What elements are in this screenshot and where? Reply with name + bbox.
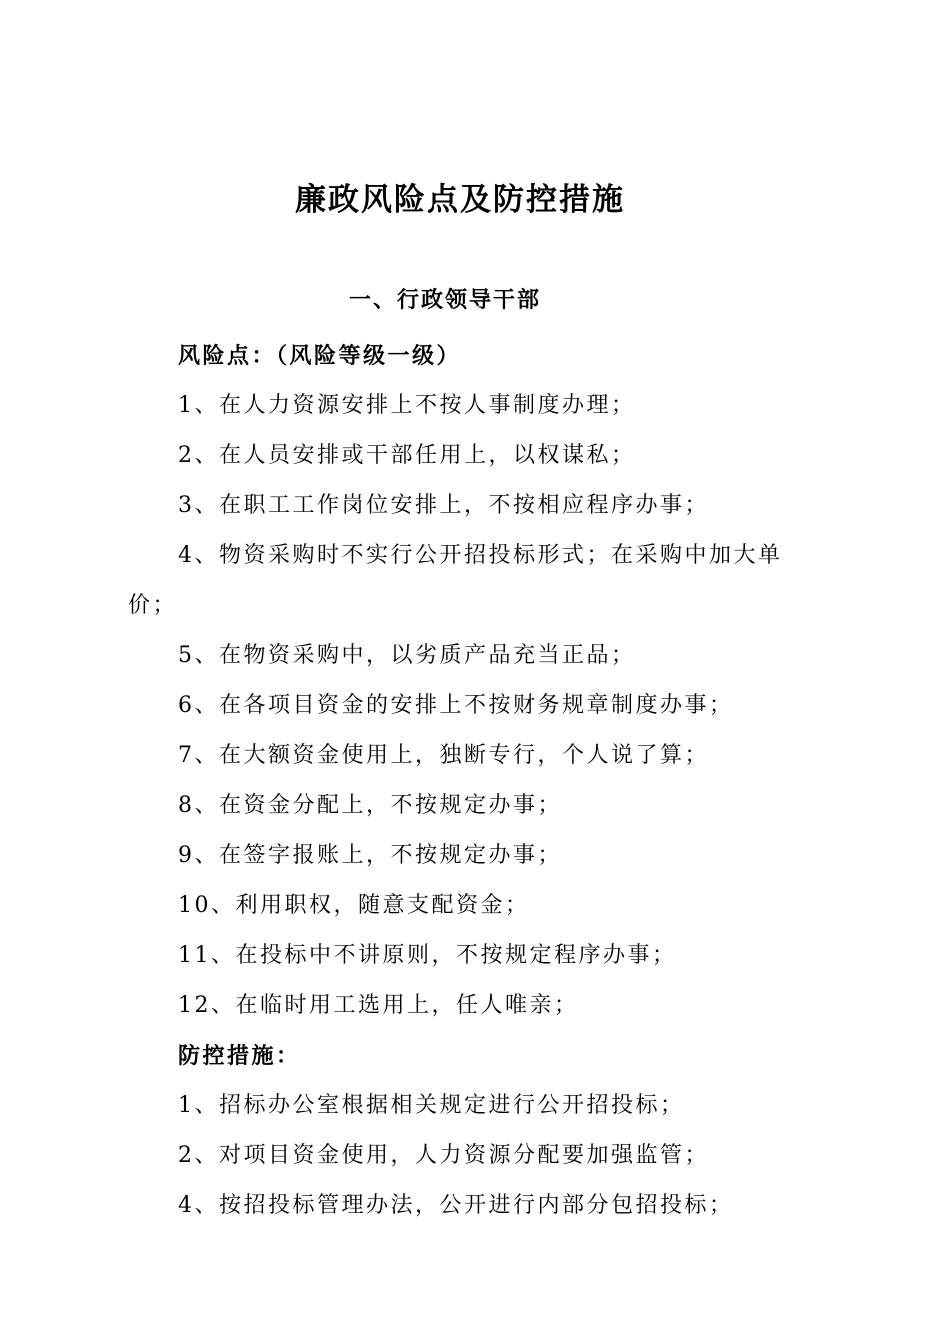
measure-item: 2、对项目资金使用，人力资源分配要加强监管； (178, 1143, 709, 1168)
risk-item: 2、在人员安排或干部任用上，以权谋私； (178, 443, 636, 468)
measure-item: 1、招标办公室根据相关规定进行公开招投标； (178, 1093, 685, 1118)
document-body (128, 331, 828, 1231)
risk-item: 3、在职工工作岗位安排上，不按相应程序办事； (178, 493, 709, 518)
risk-item: 6、在各项目资金的安排上不按财务规章制度办事； (178, 693, 734, 718)
risk-item: 1、在人力资源安排上不按人事制度办理； (178, 393, 636, 418)
risk-item: 8、在资金分配上，不按规定办事； (178, 793, 562, 818)
risk-item: 9、在签字报账上，不按规定办事； (178, 843, 562, 868)
risk-item: 10、利用职权，随意支配资金； (178, 893, 530, 918)
risk-heading: 风险点：（风险等级一级） (178, 343, 462, 369)
document-title: 廉政风险点及防控措施 (295, 182, 625, 218)
risk-item: 11、在投标中不讲原则，不按规定程序办事； (178, 943, 677, 968)
measures-heading: 防控措施： (178, 1043, 301, 1069)
risk-item: 4、物资采购时不实行公开招投标形式；在采购中加大单价； (128, 543, 783, 618)
measure-item: 4、按招投标管理办法，公开进行内部分包招投标； (178, 1193, 734, 1218)
risk-item: 7、在大额资金使用上，独断专行，个人说了算； (178, 743, 709, 768)
section-heading: 一、行政领导干部 (348, 287, 541, 313)
risk-item: 5、在物资采购中，以劣质产品充当正品； (178, 643, 636, 668)
risk-item: 12、在临时用工选用上，任人唯亲； (178, 993, 579, 1018)
